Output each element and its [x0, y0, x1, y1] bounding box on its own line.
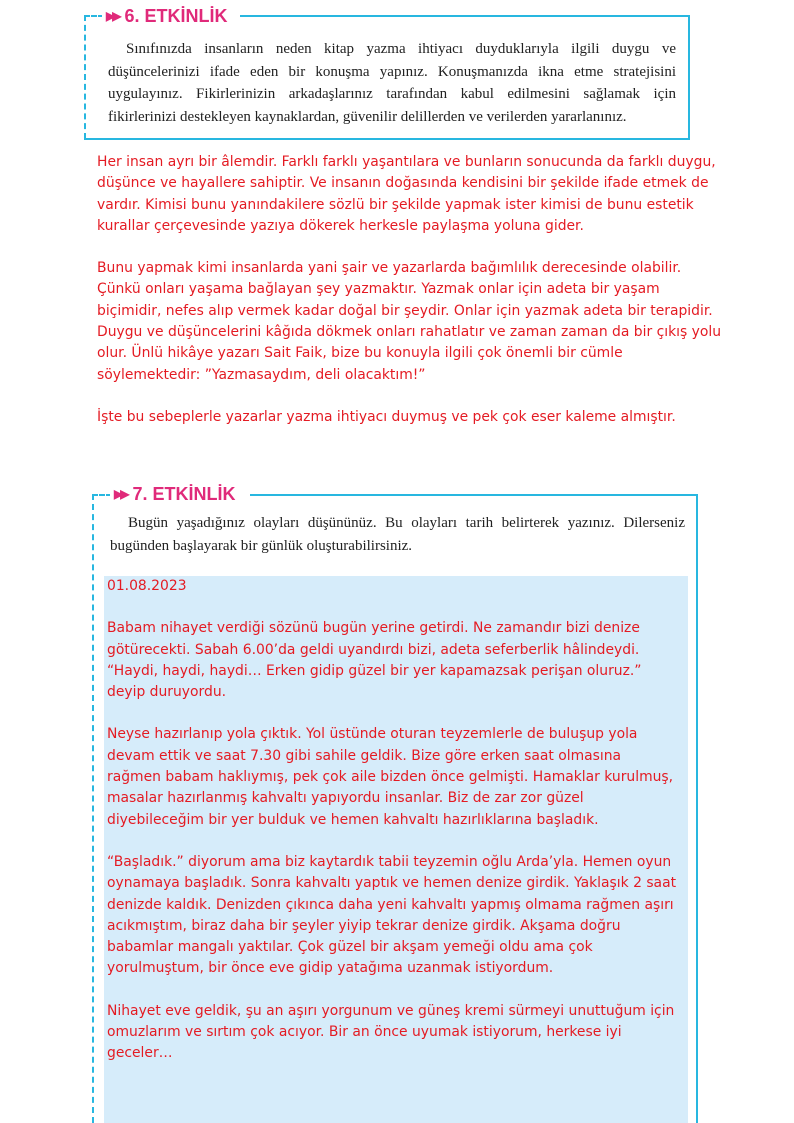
answer-paragraph: “Başladık.” diyorum ama biz kaytardık tabii teyzemin oğlu Arda’yla. Hemen oyun oynamaya başladık. Sonra kahvaltı yaptık ve hemen denize girdik. Yaklaşık 2 saat denizde kaldık. Denizden çıkınca daha yeni kahvaltı yapmış olmama rağmen aşırı acıkmıştım, biraz daha bir şeyler yiyip tekrar denize girdik. Akşama doğru babamlar mangalı yaktılar. Çok güzel bir akşam yemeği oldu ama çok yorulmuştum, bir önce eve gidip yatağıma uzanmak istiyordum.: [107, 853, 677, 977]
activity-7-instruction: Bugün yaşadığınız olayları düşününüz. Bu olayları tarih belirterek yazınız. Dilerseniz bugünden başlayarak bir günlük oluşturabilirsiniz.: [110, 515, 685, 554]
activity-7-answer: [107, 576, 679, 1065]
activity-6-instruction: Sınıfınızda insanların neden kitap yazma ihtiyacı duyduklarıyla ilgili duygu ve düşüncelerinizi ifade eden bir konuşma yapınız. Konuşmanızda ikna etme stratejisini uygulayınız. Fikirlerinizin arkadaşlarınız tarafından kabul edilmesini sağlamak için fikirlerinizi destekleyen kaynaklardan, güvenilir delillerden ve verilerden yararlanınız.: [108, 41, 676, 125]
double-arrow-icon: ▶▶: [114, 487, 127, 501]
activity-6-title: ▶▶ 6. ETKİNLİK: [102, 6, 231, 26]
answer-paragraph: Neyse hazırlanıp yola çıktık. Yol üstünde oturan teyzemlerle de buluşup yola devam ettik ve saat 7.30 gibi sahile geldik. Bize göre erken saat olmasına rağmen babam haklıymış, pek çok aile bizden önce gelmişti. Hamaklar kurulmuş, masalar hazırlanmış kahvaltı yapıyordu insanlar. Biz de zar zor güzel diyebileceğim bir yer bulduk ve hemen kahvaltı hazırlıklarına başladık.: [107, 726, 674, 828]
answer-paragraph: Babam nihayet verdiği sözünü bugün yerine getirdi. Ne zamandır bizi denize götürecekti. Sabah 6.00’da geldi uyandırdı bizi, adeta seferberlik hâlindeydi. “Haydi, haydi, haydi… Erken gidip güzel bir yer kapamazsak perişan oluruz.” deyip duruyordu.: [107, 620, 642, 701]
answer-paragraph: Her insan ayrı bir âlemdir. Farklı farklı yaşantılara ve bunların sonucunda da farklı duygu, düşünce ve hayallere sahiptir. Ve insanın doğasında kendisini bir şekilde ifade etmek de vardır. Kimisi bunu yanındakilere sözlü bir şekilde yapmak ister kimisi de bunu estetik kurallar çerçevesinde yazıya dökerek herkesle paylaşma yoluna gider.: [97, 154, 716, 234]
double-arrow-icon: ▶▶: [106, 9, 119, 23]
activity-7-title: ▶▶ 7. ETKİNLİK: [110, 484, 239, 504]
answer-paragraph: Bunu yapmak kimi insanlarda yani şair ve yazarlarda bağımlılık derecesinde olabilir. Çünkü onları yaşama bağlayan şey yazmaktır. Yazmak onlar için adeta bir yaşam biçimidir, nefes alıp vermek kadar doğal bir şeydir. Onlar için yazmak adeta bir terapidir. Duygu ve düşüncelerini kâğıda dökmek onları rahatlatır ve zaman zaman da bir çıkış yolu olur. Ünlü hikâye yazarı Sait Faik, bize bu konuyla ilgili çok önemli bir cümle söylemektedir: ”Yazmasaydım, deli olacaktım!”: [97, 260, 722, 383]
answer-paragraph: İşte bu sebeplerle yazarlar yazma ihtiyacı duymuş ve pek çok eser kaleme almıştır.: [97, 408, 676, 425]
activity-6-answer: [97, 152, 727, 428]
diary-date: 01.08.2023: [107, 578, 187, 594]
answer-paragraph: Nihayet eve geldik, şu an aşırı yorgunum ve güneş kremi sürmeyi unuttuğum için omuzlarım ve sırtım çok acıyor. Bir an önce uyumak istiyorum, herkese iyi geceler…: [107, 1002, 675, 1062]
